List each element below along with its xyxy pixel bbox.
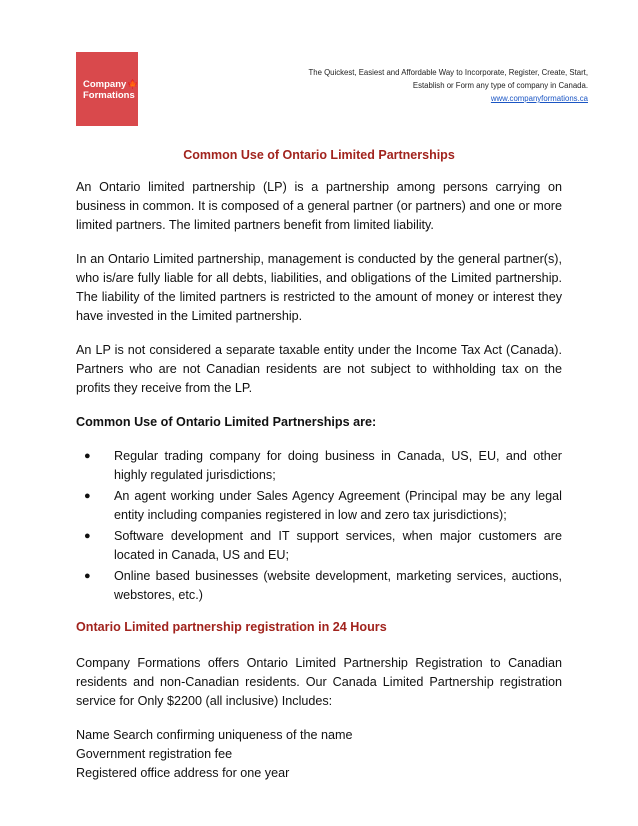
bullet-icon: ● — [84, 530, 91, 542]
header-tagline — [258, 66, 588, 105]
bullet-icon: ● — [84, 570, 91, 582]
list-item: ● Software development and IT support services, when major customers are located in Canada, US and EU; — [84, 529, 562, 562]
intro-paragraph-1: An Ontario limited partnership (LP) is a partnership among persons carrying on business in common. It is composed of a general partner (or partners) and one or more limited partners. The limited partners benefit from limited liability. — [76, 180, 562, 232]
logo-line-1: Company🍁 — [83, 79, 139, 90]
maple-leaf-icon: 🍁 — [127, 79, 139, 89]
includes-item: Registered office address for one year — [76, 766, 290, 780]
tagline-line-1: The Quickest, Easiest and Affordable Way to Incorporate, Register, Create, Start, — [308, 68, 588, 77]
uses-heading: Common Use of Ontario Limited Partnerships are: — [76, 415, 377, 429]
includes-item: Name Search confirming uniqueness of the name — [76, 728, 353, 742]
list-item: ● Online based businesses (website development, marketing services, auctions, webstores, etc.) — [84, 569, 562, 602]
bullet-icon: ● — [84, 450, 91, 462]
document-body — [76, 178, 562, 783]
list-item: ● An agent working under Sales Agency Agreement (Principal may be any legal entity including companies registered in low and zero tax jurisdictions); — [84, 489, 562, 522]
website-link[interactable]: www.companyformations.ca — [490, 94, 588, 103]
registration-paragraph: Company Formations offers Ontario Limited Partnership Registration to Canadian residents and non-Canadian residents. Our Canada Limited Partnership registration service for Only $2200 (all inclusive) Includes: — [76, 656, 562, 708]
logo-line-2: Formations — [83, 90, 135, 101]
page-title: Common Use of Ontario Limited Partnerships — [183, 148, 455, 162]
bullet-icon: ● — [84, 490, 91, 502]
list-item: ● Regular trading company for doing business in Canada, US, EU, and other highly regulated jurisdictions; — [84, 449, 562, 482]
intro-paragraph-3: An LP is not considered a separate taxable entity under the Income Tax Act (Canada). Partners who are not Canadian residents are not subject to withholding tax on the profits they receive from the LP. — [76, 343, 562, 395]
registration-heading: Ontario Limited partnership registration in 24 Hours — [76, 620, 387, 634]
intro-paragraph-2: In an Ontario Limited partnership, management is conducted by the general partner(s), who is/are fully liable for all debts, liabilities, and obligations of the Limited partnership. The liability of the limited partners is restricted to the amount of money or interest they have invested in the Limited partnership. — [76, 252, 562, 323]
includes-item: Government registration fee — [76, 747, 233, 761]
tagline-line-2: Establish or Form any type of company in Canada. — [412, 81, 588, 90]
company-logo — [76, 52, 138, 126]
uses-list — [76, 447, 562, 605]
